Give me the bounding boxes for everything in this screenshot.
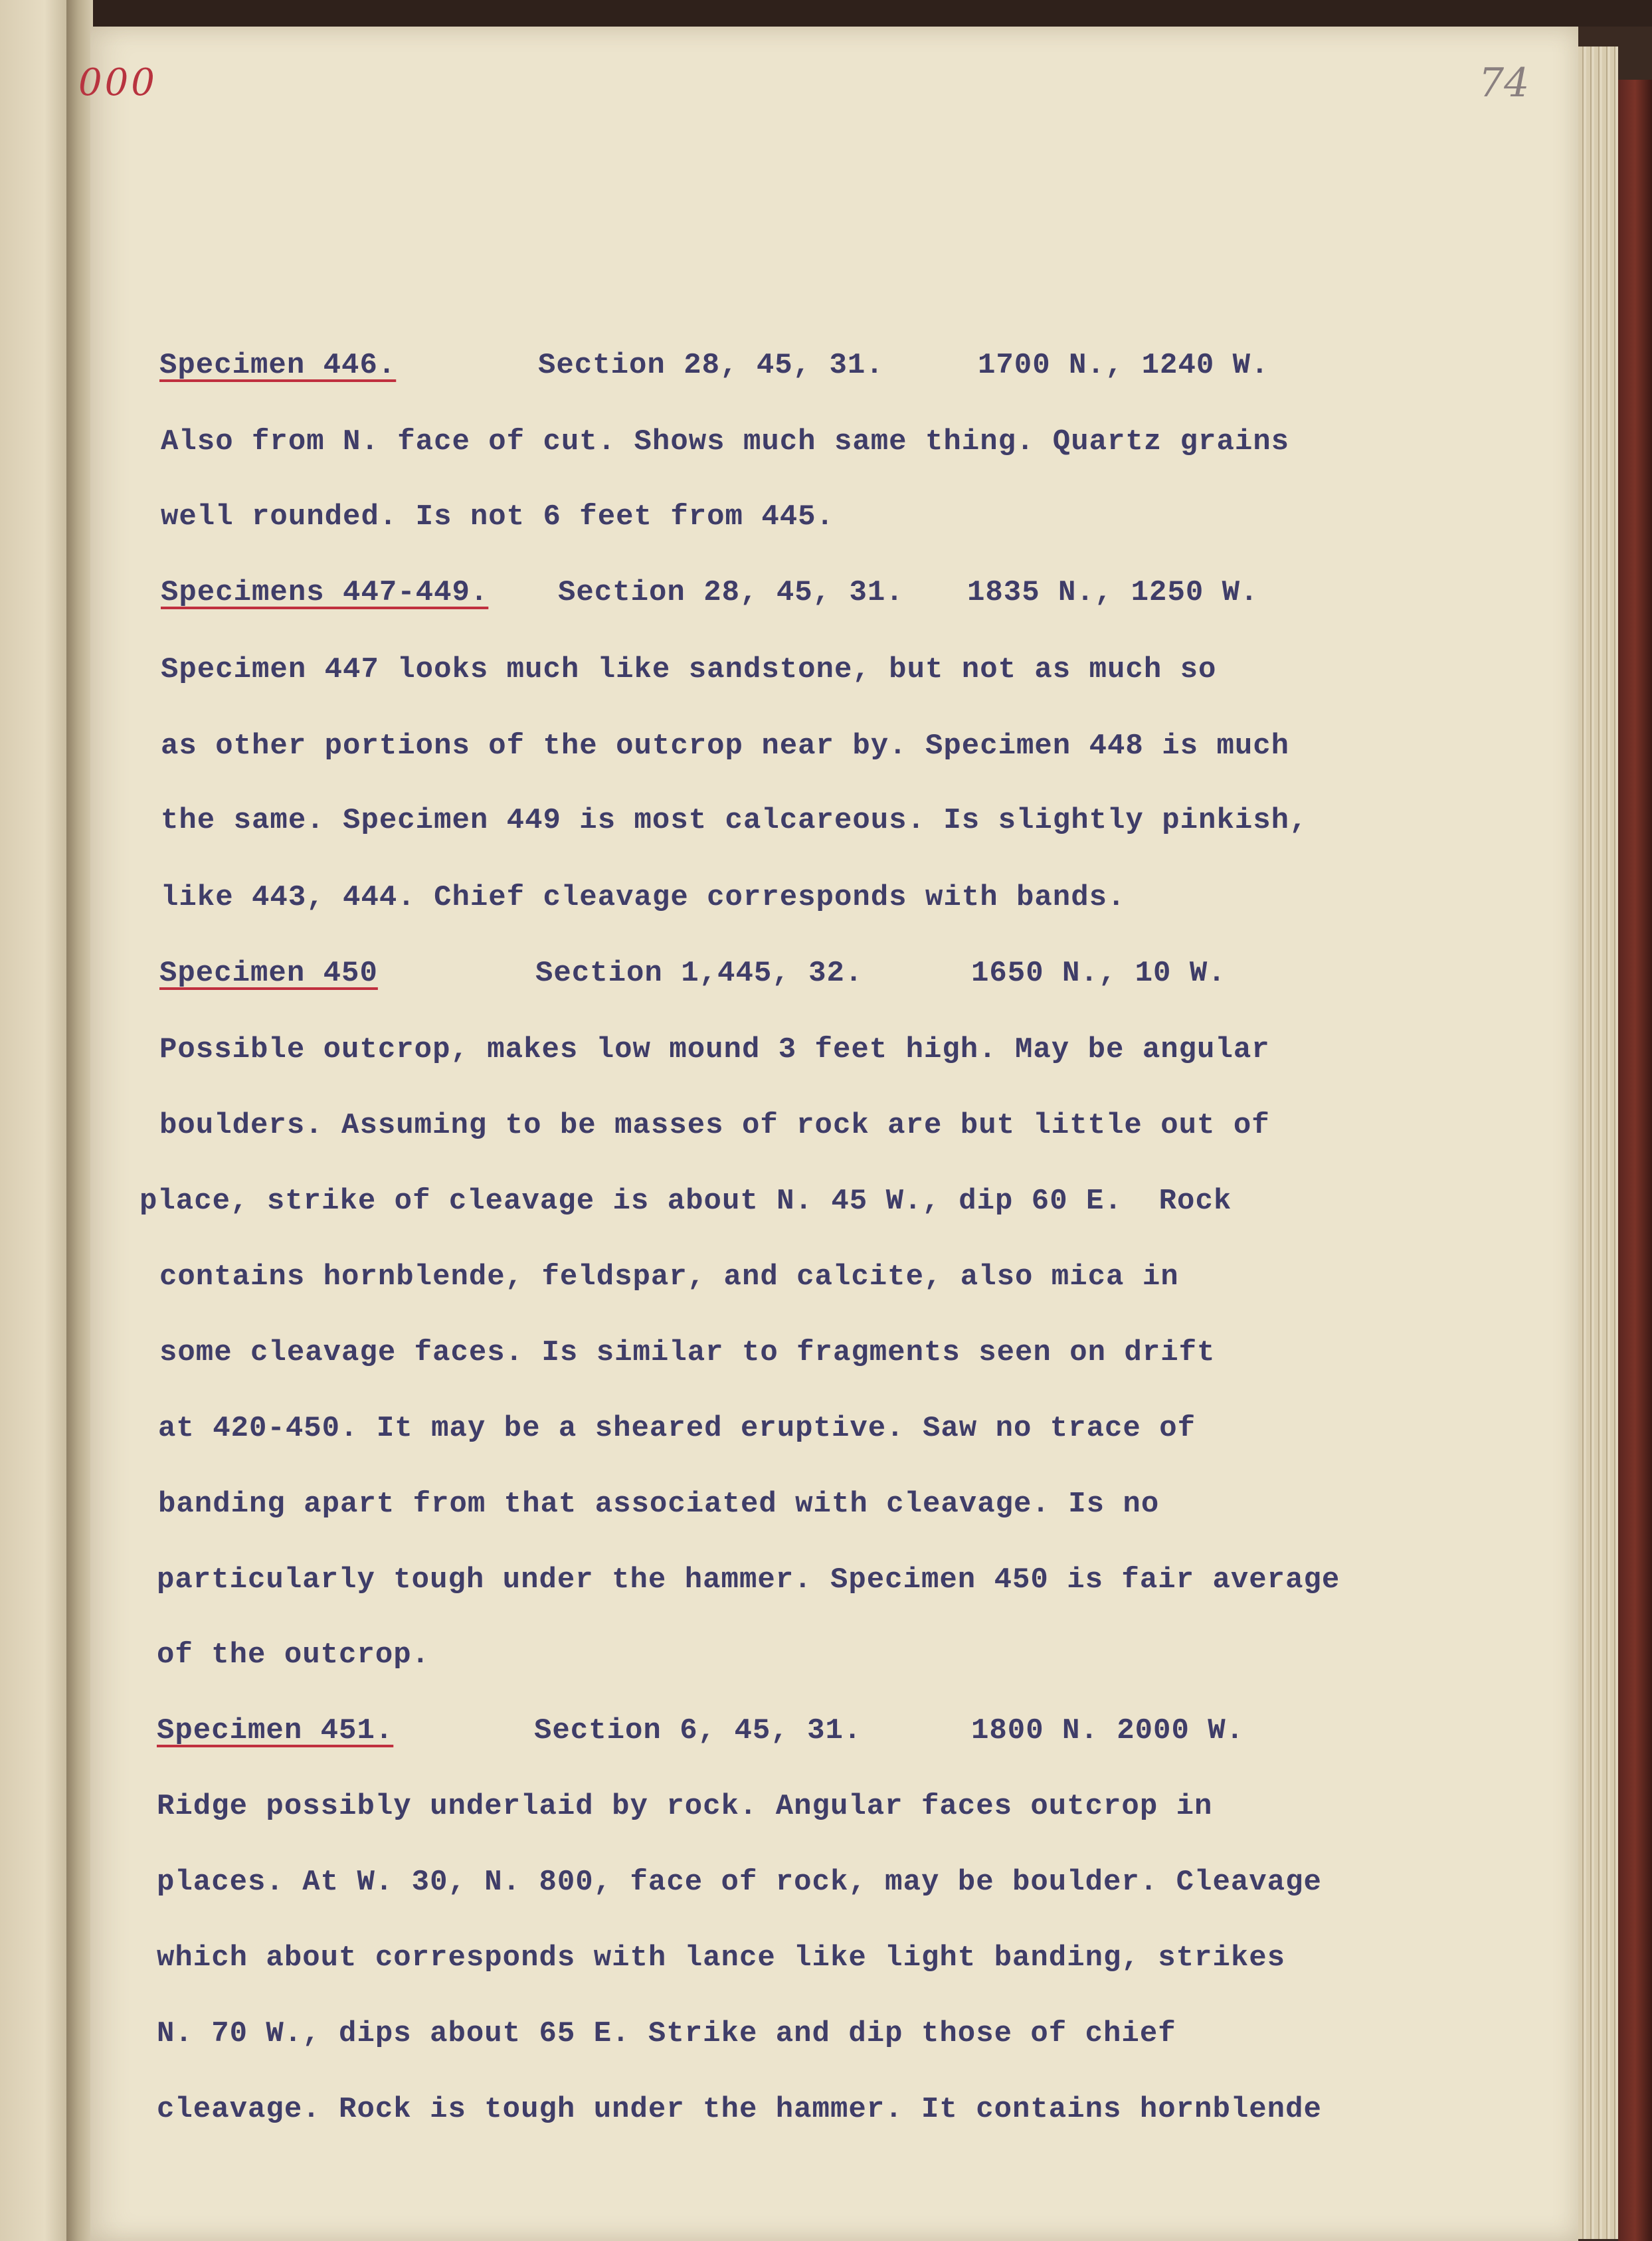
entry-heading: Specimens 447-449. — [161, 576, 489, 609]
entry-heading: Specimen 446. — [159, 349, 397, 382]
entry-line: as other portions of the outcrop near by. Specimen 448 is much — [161, 730, 1290, 763]
entry-line: places. At W. 30, N. 800, face of rock, may be boulder. Cleavage — [157, 1866, 1322, 1899]
entry-section: Section 28, 45, 31. — [558, 576, 904, 609]
entry-heading: Specimen 450 — [159, 957, 378, 990]
entry-line: Also from N. face of cut. Shows much same thing. Quartz grains — [161, 425, 1290, 458]
page-number-left: 000 — [78, 61, 157, 104]
entry-line: Ridge possibly underlaid by rock. Angular faces outcrop in — [157, 1790, 1213, 1823]
entry-location: 1700 N., 1240 W. — [978, 349, 1269, 382]
entry-section: Section 28, 45, 31. — [538, 349, 884, 382]
entry-line: some cleavage faces. Is similar to fragments seen on drift — [159, 1336, 1216, 1369]
entry-line: cleavage. Rock is tough under the hammer. It contains hornblende — [157, 2093, 1322, 2126]
entry-location: 1835 N., 1250 W. — [967, 576, 1259, 609]
entry-line: banding apart from that associated with cleavage. Is no — [158, 1488, 1160, 1521]
entry-line: of the outcrop. — [157, 1638, 430, 1672]
entry-line: place, strike of cleavage is about N. 45 W., dip 60 E. Rock — [139, 1185, 1232, 1218]
entry-location: 1650 N., 10 W. — [971, 957, 1226, 990]
entry-line: well rounded. Is not 6 feet from 445. — [161, 500, 834, 534]
entry-line: at 420-450. It may be a sheared eruptive. Saw no trace of — [158, 1412, 1196, 1445]
entry-line: the same. Specimen 449 is most calcareous. Is slightly pinkish, — [161, 804, 1308, 837]
entry-line: contains hornblende, feldspar, and calcite, also mica in — [159, 1260, 1179, 1294]
entry-line: which about corresponds with lance like light banding, strikes — [157, 1941, 1286, 1975]
entry-section: Section 6, 45, 31. — [534, 1714, 862, 1747]
entry-line: Specimen 447 looks much like sandstone, but not as much so — [161, 653, 1217, 686]
entry-heading: Specimen 451. — [157, 1714, 394, 1747]
entry-line: N. 70 W., dips about 65 E. Strike and dip those of chief — [157, 2017, 1176, 2050]
page-number-right: 74 — [1479, 60, 1530, 106]
entry-location: 1800 N. 2000 W. — [971, 1714, 1245, 1747]
entry-line: like 443, 444. Chief cleavage corresponds with bands. — [161, 881, 1126, 914]
entry-line: boulders. Assuming to be masses of rock are but little out of — [159, 1109, 1270, 1142]
entry-line: Possible outcrop, makes low mound 3 feet high. May be angular — [159, 1033, 1270, 1066]
entry-line: particularly tough under the hammer. Specimen 450 is fair average — [157, 1563, 1340, 1597]
entry-section: Section 1,445, 32. — [535, 957, 864, 990]
